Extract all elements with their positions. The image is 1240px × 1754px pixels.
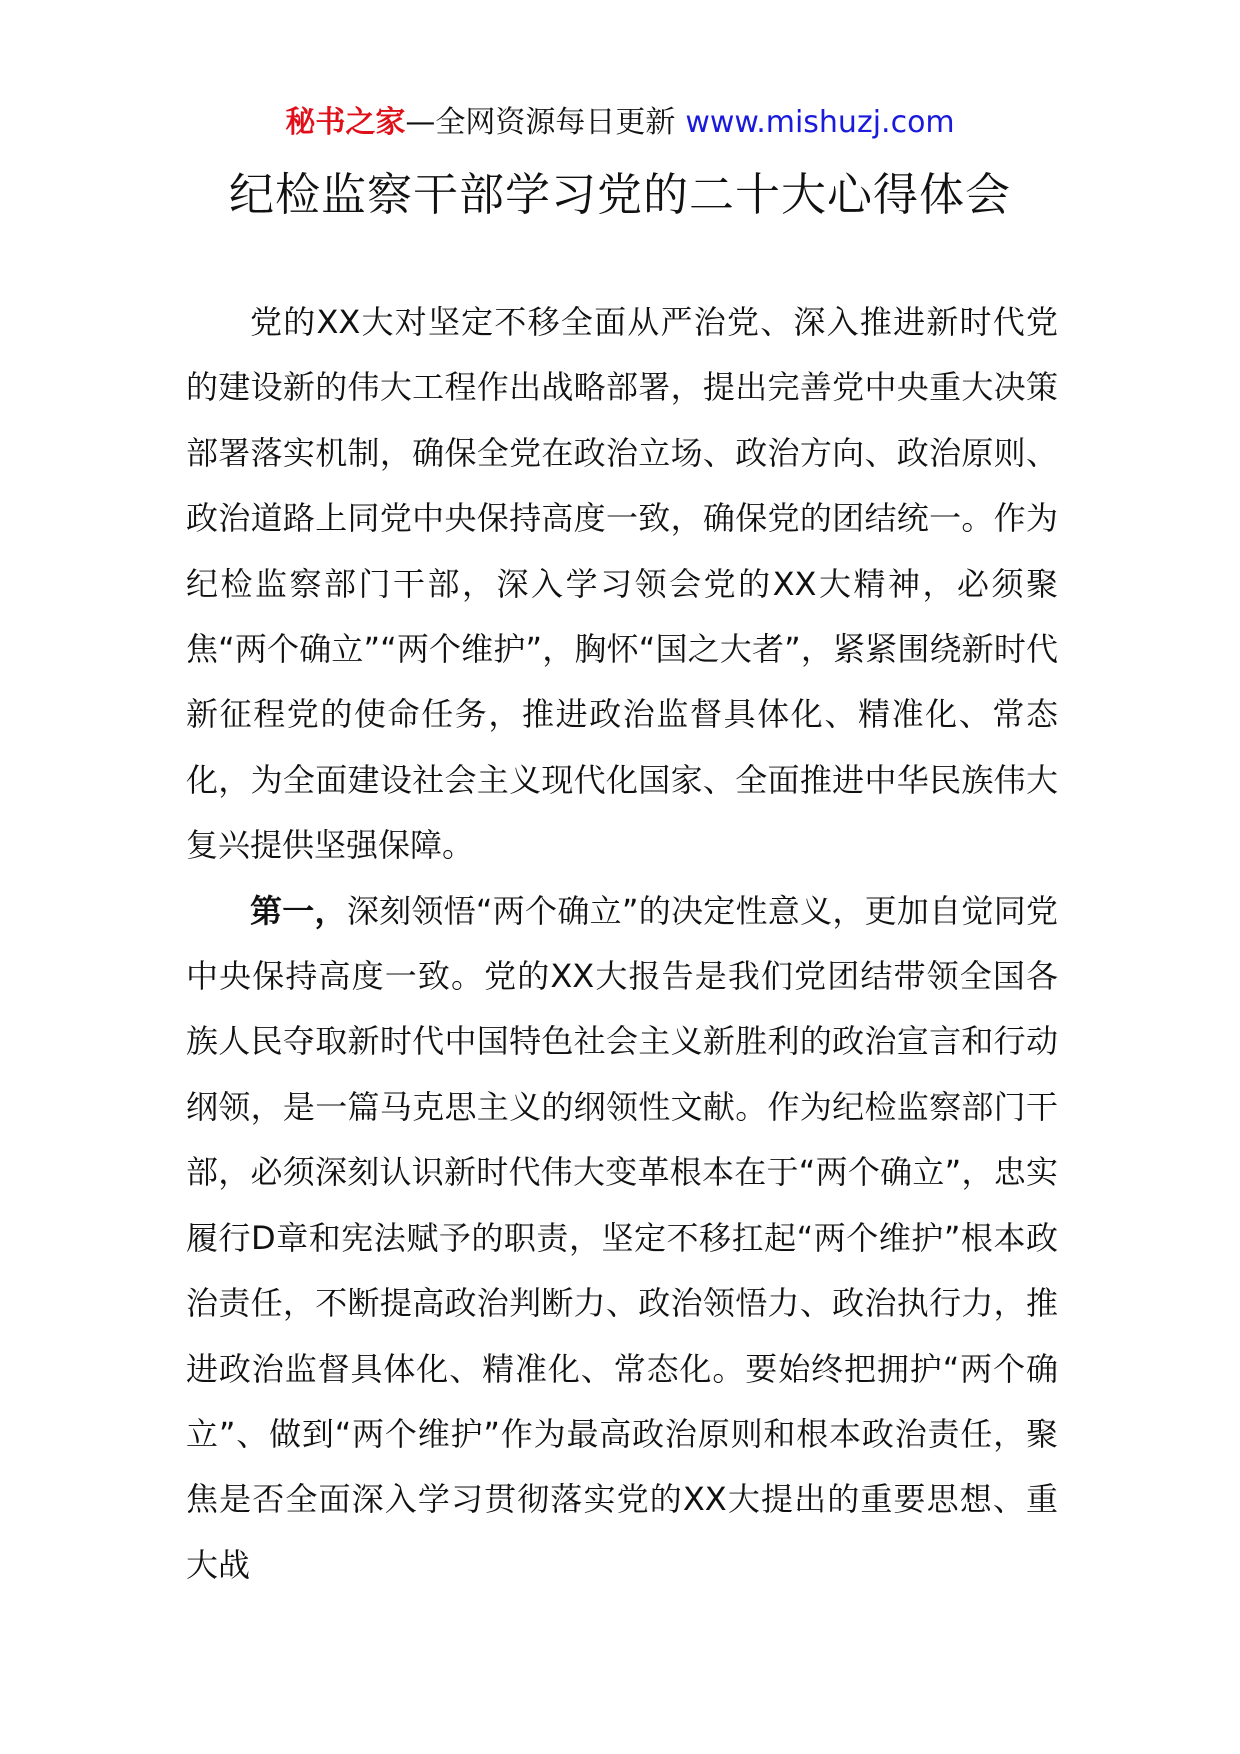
- site-header: [0, 98, 1240, 148]
- document-body: [186, 290, 1058, 1598]
- document-title: 纪检监察干部学习党的二十大心得体会: [228, 168, 1011, 221]
- paragraph-first-point: [186, 879, 1058, 1598]
- header-slogan: 全网资源每日更新: [435, 105, 676, 140]
- paragraph-text: 党的XX大对坚定不移全面从严治党、深入推进新时代党的建设新的伟大工程作出战略部署，提出完善党中央重大决策部署落实机制，确保全党在政治立场、政治方向、政治原则、政治道路上同党中央保持高度一致，确保党的团结统一。作为纪检监察部门干部，深入学习领会党的XX大精神，必须聚焦“两个确立”“两个维护”，胸怀“国之大者”，紧紧围绕新时代新征程党的使命任务，推进政治监督具体化、精准化、常态化，为全面建设社会主义现代化国家、全面推进中华民族伟大复兴提供坚强保障。: [186, 303, 1058, 865]
- site-url-link[interactable]: www.mishuzj.com: [685, 105, 955, 140]
- brand-name: 秘书之家: [285, 105, 406, 140]
- paragraph-text: 深刻领悟“两个确立”的决定性意义，更加自觉同党中央保持高度一致。党的XX大报告是我们党团结带领全国各族人民夺取新时代中国特色社会主义新胜利的政治宣言和行动纲领，是一篇马克思主义的纲领性文献。作为纪检监察部门干部，必须深刻认识新时代伟大变革根本在于“两个确立”，忠实履行D章和宪法赋予的职责，坚定不移扛起“两个维护”根本政治责任，不断提高政治判断力、政治领悟力、政治执行力，推进政治监督具体化、精准化、常态化。要始终把拥护“两个确立”、做到“两个维护”作为最高政治原则和根本政治责任，聚焦是否全面深入学习贯彻落实党的XX大提出的重要思想、重大战: [186, 891, 1058, 1584]
- paragraph-intro: [186, 290, 1058, 879]
- paragraph-lead: 第一，: [250, 891, 347, 930]
- header-dash: —: [405, 105, 436, 140]
